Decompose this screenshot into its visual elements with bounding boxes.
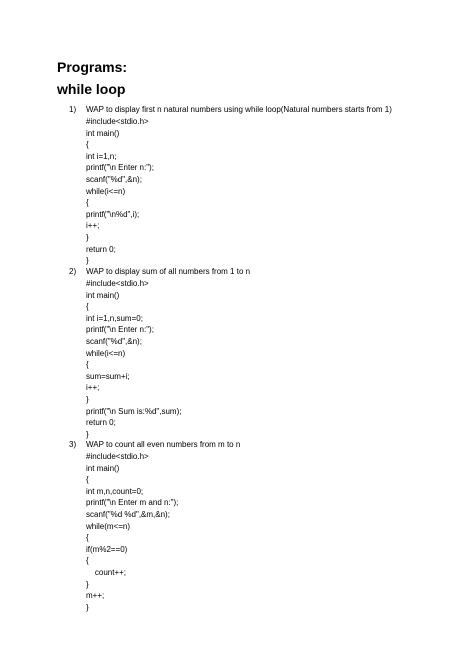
code-line: i++; [86,383,100,393]
code-line: scanf("%d",&n); [86,174,142,184]
code-line: } [86,579,89,589]
code-line: int main() [86,290,120,300]
code-line: while(i<=n) [86,186,126,196]
code-line: #include<stdio.h> [86,117,149,126]
code-line: { [86,533,89,543]
code-line: int i=1,n; [86,151,117,161]
program-number: 2) [69,267,77,276]
code-block [86,116,154,267]
code-line: i++; [86,221,100,231]
code-line: { [86,360,89,370]
program-title: WAP to display first n natural numbers using while loop(Natural numbers starts from 1) [86,105,392,114]
code-line: printf("\n%d",i); [86,209,140,219]
code-line: } [86,602,89,612]
program-title: WAP to display sum of all numbers from 1 to n [86,267,251,276]
code-line: scanf("%d",&n); [86,336,142,346]
code-line: return 0; [86,418,116,428]
code-block [86,278,181,440]
page-heading: Programs: [57,59,128,75]
code-line: } [86,394,89,404]
code-line: printf("\n Enter n:"); [86,325,154,335]
code-line: printf("\n Enter n:"); [86,163,154,173]
code-line: scanf("%d %d",&m,&n); [86,509,170,519]
code-line: int main() [86,463,120,473]
code-line: } [86,429,89,439]
code-line: if(m%2==0) [86,544,128,554]
code-line: { [86,198,89,208]
code-line: #include<stdio.h> [86,452,149,461]
code-line: } [86,256,89,266]
code-line: count++; [86,567,127,577]
code-line: { [86,302,89,312]
code-line: int m,n,count=0; [86,486,144,496]
section-heading: while loop [57,81,126,97]
program-number: 1) [69,105,77,114]
code-line: } [86,232,89,242]
code-line: #include<stdio.h> [86,279,149,288]
code-line: m++; [86,591,105,601]
code-line: int i=1,n,sum=0; [86,313,143,323]
code-line: while(m<=n) [86,521,131,531]
code-line: { [86,140,89,150]
code-line: { [86,556,89,566]
code-line: { [86,475,89,485]
program-title: WAP to count all even numbers from m to n [86,440,241,449]
code-line: sum=sum+i; [86,371,130,381]
code-line: printf("\n Sum is:%d",sum); [86,406,182,416]
code-block [86,451,178,613]
code-line: int main() [86,128,120,138]
code-line: return 0; [86,244,116,254]
program-number: 3) [69,440,77,449]
code-line: printf("\n Enter m and n:"); [86,498,179,508]
code-line: while(i<=n) [86,348,126,358]
